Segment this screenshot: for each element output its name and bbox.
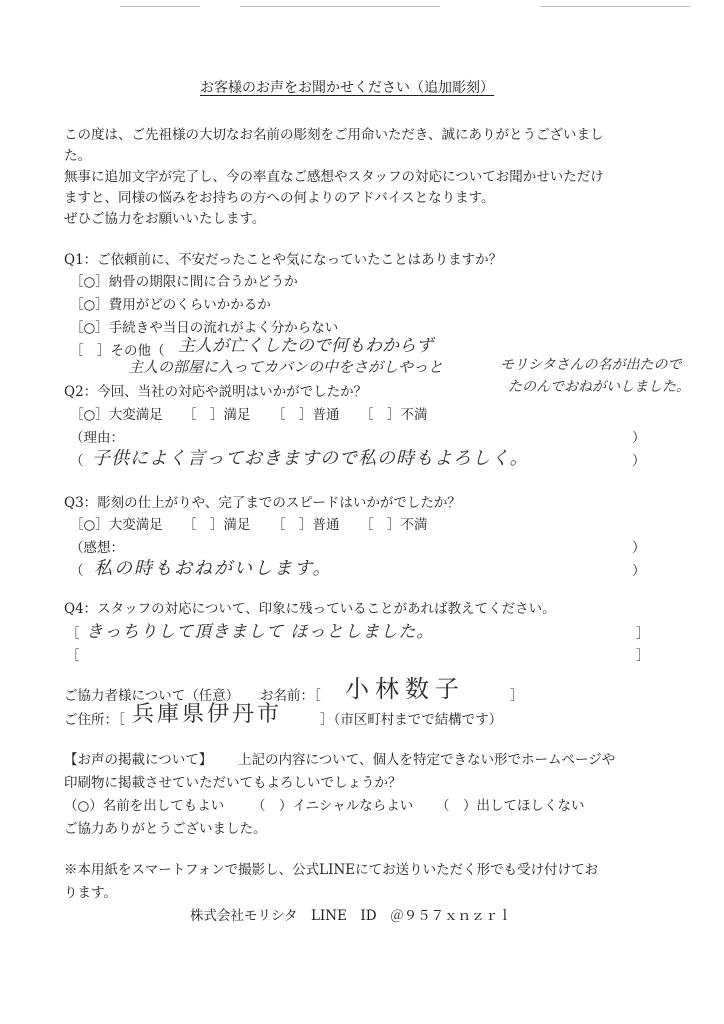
q1-other-answer: たのんでおねがいしました。 bbox=[508, 379, 690, 395]
q2-reason-answer: 子供によく言っておきますので私の時もよろしく。 bbox=[92, 448, 529, 469]
intro-line: 無事に追加文字が完了し、今の率直なご感想やスタッフの対応についてお聞かせいただけ bbox=[64, 169, 604, 185]
intro-line: この度は、ご先祖様の大切なお名前の彫刻をご用命いただき、誠にありがとうございまし bbox=[64, 127, 604, 143]
publication-text: 印刷物に掲載させていただいてもよろしいでしょうか？ bbox=[64, 775, 402, 791]
q3-comment-label: （感想： bbox=[70, 540, 124, 556]
q1-question: Q1：ご依頼前に、不安だったことや気になっていたことはありますか？ bbox=[64, 252, 503, 268]
q3-question: Q3：彫刻の仕上がりや、完了までのスピードはいかがでしたか？ bbox=[64, 495, 461, 511]
publication-heading: 【お声の掲載について】 bbox=[64, 752, 213, 768]
q4-bracket: ］ bbox=[636, 626, 650, 642]
address-value: 兵庫県伊丹市 bbox=[132, 702, 283, 727]
q3-comment-bracket: ） bbox=[632, 563, 646, 579]
q3-choice[interactable]: ［ ］普通 bbox=[272, 517, 340, 533]
name-label: お名前：［ bbox=[260, 688, 321, 704]
q2-reason-bracket: ） bbox=[632, 430, 646, 446]
q1-option[interactable]: ［○］費用がどのくらいかかるか bbox=[70, 297, 271, 313]
scan-artifact bbox=[540, 6, 690, 7]
thanks-text: ご協力ありがとうございました。 bbox=[64, 821, 267, 837]
q1-option[interactable]: ［○］納骨の期限に間に合うかどうか bbox=[70, 274, 298, 290]
publication-option[interactable]: （○）名前を出してもよい bbox=[64, 798, 225, 814]
q4-question: Q4：スタッフの対応について、印象に残っていることがあれば教えてください。 bbox=[64, 601, 556, 617]
name-value: 小林数子 bbox=[345, 675, 465, 703]
q1-other-answer: モリシタさんの名が出たので bbox=[500, 357, 682, 373]
intro-line: た。 bbox=[64, 148, 91, 164]
name-close: ］ bbox=[510, 688, 524, 704]
q3-choice[interactable]: ［○］大変満足 bbox=[70, 517, 163, 533]
q4-bracket: ［ bbox=[66, 626, 80, 642]
note-text: ります。 bbox=[64, 885, 117, 901]
q4-bracket: ［ bbox=[66, 648, 80, 664]
q4-bracket: ］ bbox=[636, 648, 650, 664]
intro-line: ますと、同様の悩みをお持ちの方への何よりのアドバイスとなります。 bbox=[64, 190, 495, 206]
q3-choice[interactable]: ［ ］満足 bbox=[183, 517, 251, 533]
cooperator-label: ご協力者様について（任意） bbox=[64, 688, 240, 704]
q1-other-answer: 主人が亡くしたので何もわからず bbox=[178, 336, 433, 356]
form-title: お客様のお声をお聞かせください（追加彫刻） bbox=[200, 80, 494, 96]
q2-choice[interactable]: ［○］大変満足 bbox=[70, 407, 163, 423]
note-text: ※本用紙をスマートフォンで撮影し、公式LINEにてお送りいただく形でも受け付けてお bbox=[64, 862, 599, 878]
publication-text: 上記の内容について、個人を特定できない形でホームページや bbox=[238, 752, 616, 768]
q4-answer: きっちりして頂きまして ほっとしました。 bbox=[86, 622, 435, 642]
q2-reason-bracket: （ bbox=[70, 453, 84, 469]
q2-choice[interactable]: ［ ］満足 bbox=[183, 407, 251, 423]
q2-reason-label: （理由： bbox=[70, 430, 124, 446]
footer-company: 株式会社モリシタ LINE ID ＠９５７ｘｎｚｒｌ bbox=[190, 908, 512, 924]
q2-question: Q2：今回、当社の対応や説明はいかがでしたか？ bbox=[64, 384, 368, 400]
address-label: ご住所：［ bbox=[64, 712, 125, 728]
q1-other-answer: 主人の部屋に入ってカバンの中をさがしやっと bbox=[128, 358, 444, 376]
q3-comment-bracket: ） bbox=[632, 540, 646, 556]
q1-option-other[interactable]: ［ ］その他（ bbox=[70, 343, 165, 359]
scan-artifact bbox=[240, 6, 440, 7]
scan-artifact bbox=[120, 6, 200, 7]
q2-choice[interactable]: ［ ］普通 bbox=[272, 407, 340, 423]
publication-option[interactable]: （ ）イニシャルならよい bbox=[252, 798, 414, 814]
q1-option[interactable]: ［○］手続きや当日の流れがよく分からない bbox=[70, 320, 339, 336]
intro-line: ぜひご協力をお願いいたします。 bbox=[64, 211, 266, 227]
q2-reason-bracket: ） bbox=[632, 453, 646, 469]
address-close: ］（市区町村までで結構です） bbox=[320, 712, 503, 728]
q3-choice[interactable]: ［ ］不満 bbox=[360, 517, 428, 533]
q3-comment-bracket: （ bbox=[70, 563, 84, 579]
publication-option[interactable]: （ ）出してほしくない bbox=[436, 798, 585, 814]
q2-choice[interactable]: ［ ］不満 bbox=[360, 407, 428, 423]
q3-comment-answer: 私の時もおねがいします。 bbox=[94, 558, 333, 579]
